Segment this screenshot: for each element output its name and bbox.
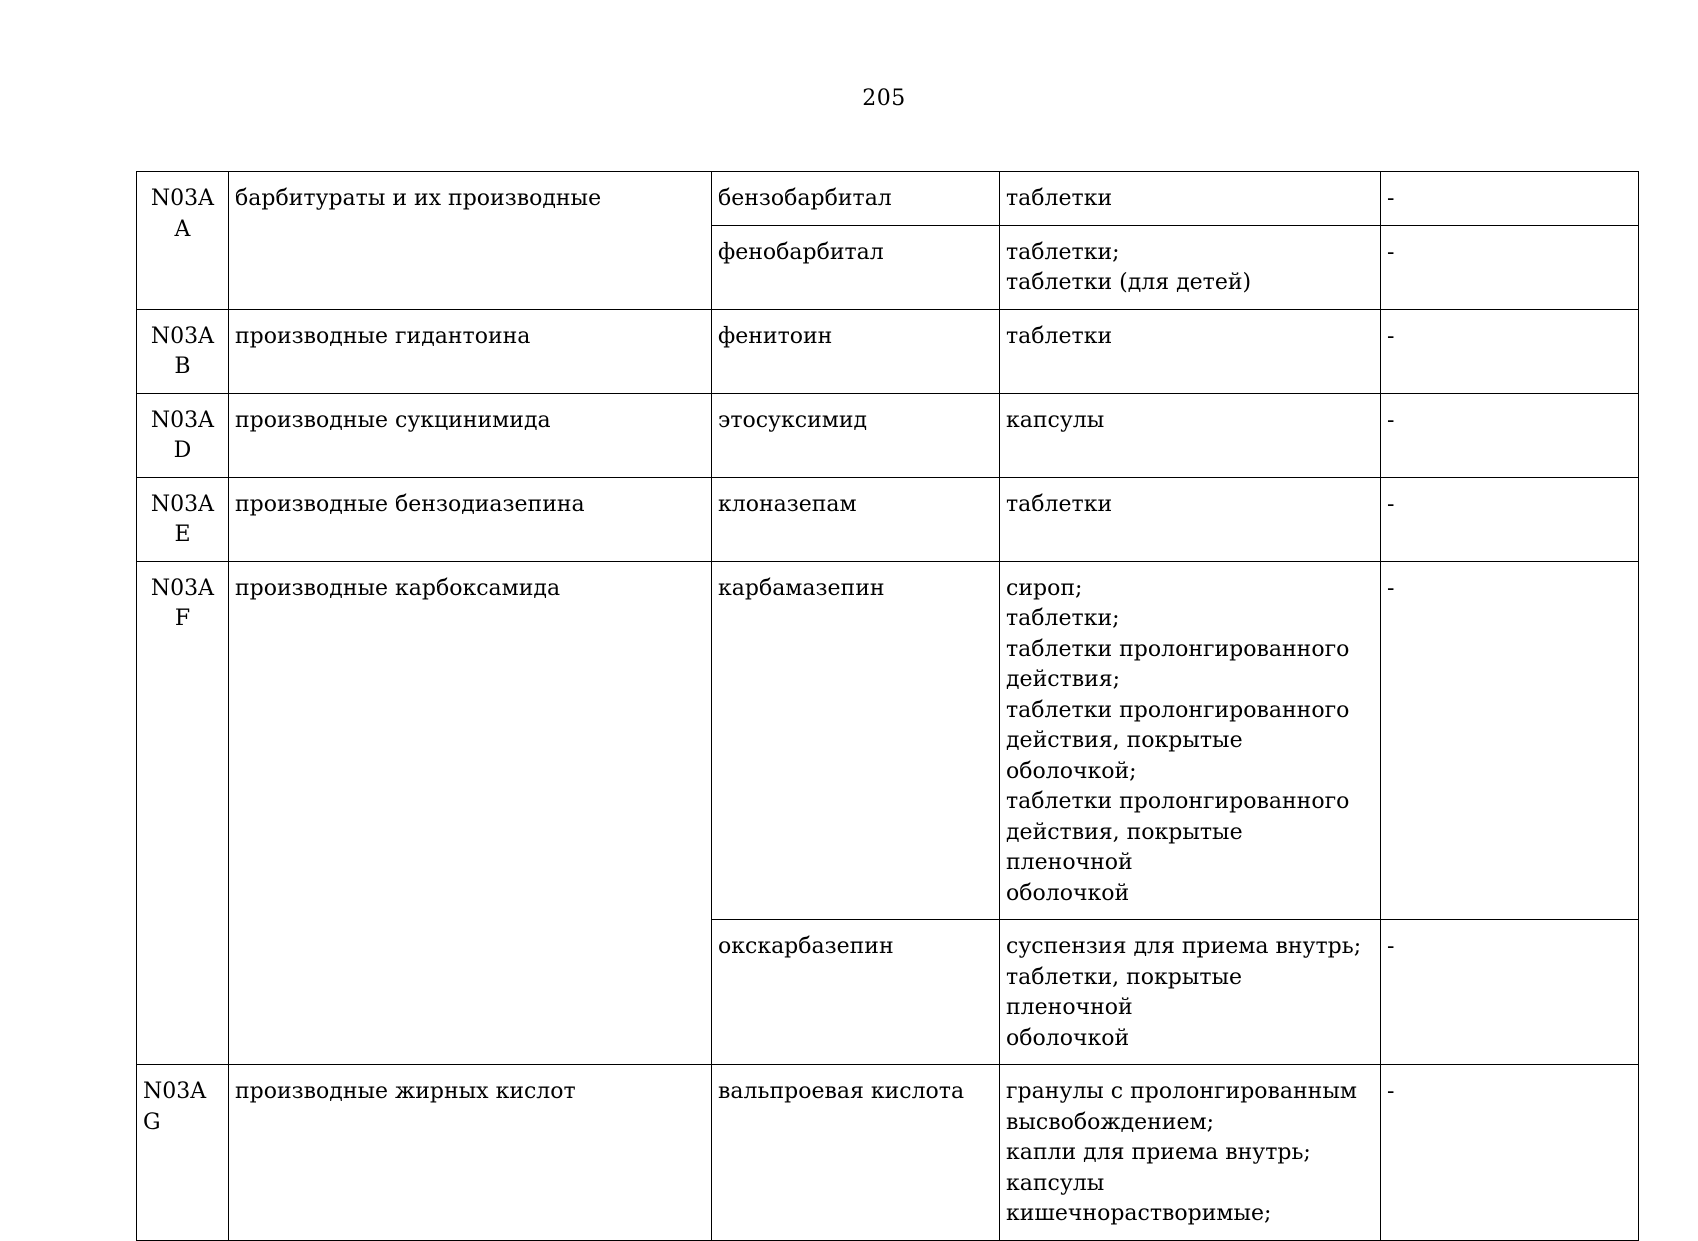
note-cell: - (1381, 225, 1639, 309)
note-cell: - (1381, 172, 1639, 226)
note-cell: - (1381, 309, 1639, 393)
dosage-form-cell: таблетки (1000, 477, 1381, 561)
note-cell: - (1381, 561, 1639, 920)
group-name-cell: производные гидантоина (229, 309, 712, 393)
drug-name-cell: вальпроевая кислота (712, 1065, 1000, 1241)
dosage-form-cell: сироп; таблетки; таблетки пролонгированного действия; таблетки пролонгированного действия, покрытые оболочкой; таблетки пролонгированного действия, покрытые пленочной оболочкой (1000, 561, 1381, 920)
dosage-form-cell: гранулы с пролонгированным высвобождением; капли для приема внутрь; капсулы кишечнорастворимые; (1000, 1065, 1381, 1241)
note-cell: - (1381, 477, 1639, 561)
note-cell: - (1381, 1065, 1639, 1241)
table-row (137, 309, 1639, 393)
group-name-cell: производные жирных кислот (229, 1065, 712, 1241)
table-row (137, 393, 1639, 477)
drug-name-cell: окскарбазепин (712, 920, 1000, 1065)
table-row (137, 561, 1639, 920)
group-name-cell: производные бензодиазепина (229, 477, 712, 561)
drug-name-cell: фенитоин (712, 309, 1000, 393)
table-row (137, 477, 1639, 561)
drug-table (136, 171, 1639, 1241)
dosage-form-cell: капсулы (1000, 393, 1381, 477)
note-cell: - (1381, 393, 1639, 477)
group-name-cell: барбитураты и их производные (229, 172, 712, 310)
group-name-cell: производные карбоксамида (229, 561, 712, 1065)
note-cell: - (1381, 920, 1639, 1065)
dosage-form-cell: таблетки; таблетки (для детей) (1000, 225, 1381, 309)
drug-name-cell: этосуксимид (712, 393, 1000, 477)
dosage-form-cell: таблетки (1000, 172, 1381, 226)
atc-code-cell: N03A B (137, 309, 229, 393)
drug-name-cell: карбамазепин (712, 561, 1000, 920)
atc-code-cell: N03A E (137, 477, 229, 561)
atc-code-cell: N03A A (137, 172, 229, 310)
table-row (137, 1065, 1639, 1241)
atc-code-cell: N03A D (137, 393, 229, 477)
dosage-form-cell: суспензия для приема внутрь; таблетки, покрытые пленочной оболочкой (1000, 920, 1381, 1065)
group-name-cell: производные сукцинимида (229, 393, 712, 477)
drug-name-cell: клоназепам (712, 477, 1000, 561)
table-row (137, 172, 1639, 226)
atc-code-cell: N03A F (137, 561, 229, 1065)
page-number: 205 (862, 86, 906, 111)
dosage-form-cell: таблетки (1000, 309, 1381, 393)
drug-name-cell: бензобарбитал (712, 172, 1000, 226)
atc-code-cell: N03A G (137, 1065, 229, 1241)
drug-name-cell: фенобарбитал (712, 225, 1000, 309)
